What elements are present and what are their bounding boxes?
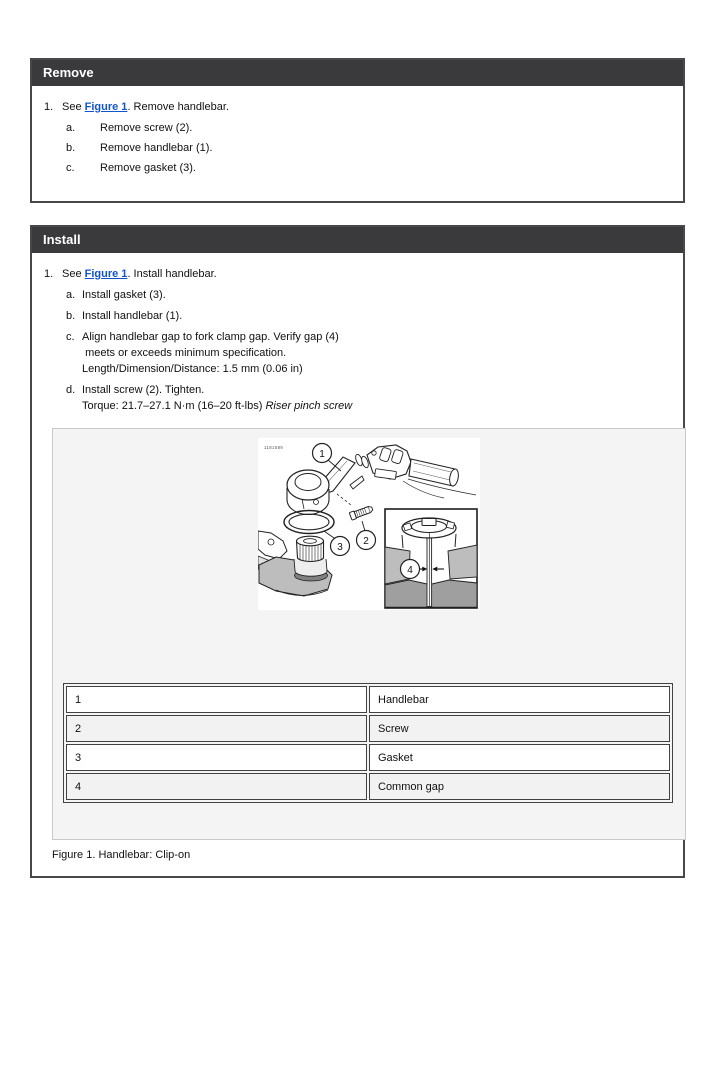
install-substep-c-line3: Length/Dimension/Distance: 1.5 mm (0.06 in) [82, 363, 303, 375]
callout-3-label: 3 [337, 541, 343, 553]
remove-step-number: 1. [44, 101, 54, 113]
remove-substep-c-letter: c. [66, 162, 75, 174]
figure-caption: Figure 1. Handlebar: Clip-on [52, 849, 191, 861]
install-substep-c-line1: Align handlebar gap to fork clamp gap. Verify gap (4) [82, 331, 339, 343]
handlebar-illustration [258, 438, 480, 610]
remove-substep-b-text: Remove handlebar (1). [100, 142, 213, 154]
install-substep-c-lines [82, 329, 671, 377]
install-substep-c-line2: meets or exceeds minimum specification. [82, 347, 287, 359]
remove-step-text [62, 100, 229, 115]
remove-step-prefix: See [62, 101, 85, 113]
install-substep-d [66, 382, 671, 414]
legend-item-1-description: Handlebar [369, 686, 670, 713]
figure-1-link-install[interactable]: Figure 1 [84, 268, 128, 280]
install-substep-d-letter: d. [66, 384, 76, 396]
install-substep-d-line1: Install screw (2). Tighten. [82, 384, 205, 396]
remove-section-header [32, 60, 683, 86]
remove-step-1 [44, 100, 671, 115]
remove-section-title: Remove [43, 65, 94, 80]
install-substep-a [66, 287, 671, 303]
legend-item-2-number: 2 [66, 715, 367, 742]
install-substep-b [66, 308, 671, 324]
install-section-title: Install [43, 232, 81, 247]
install-step-suffix: . Install handlebar. [127, 268, 217, 280]
install-substep-b-text: Install handlebar (1). [82, 310, 183, 322]
remove-substep-a-letter: a. [66, 122, 76, 134]
callout-1-label: 1 [319, 448, 325, 460]
remove-substep-a-text: Remove screw (2). [100, 122, 193, 134]
figure-image-code: 1181589 [264, 445, 284, 450]
install-substep-d-lines [82, 382, 671, 414]
install-section-body [32, 253, 683, 876]
callout-4-label: 4 [407, 564, 413, 576]
install-substep-a-letter: a. [66, 289, 76, 301]
remove-substep-b [66, 142, 671, 155]
install-substep-c-letter: c. [66, 331, 75, 343]
legend-item-3-number: 3 [66, 744, 367, 771]
legend-item-4-number: 4 [66, 773, 367, 800]
torque-spec-text: Torque: 21.7–27.1 N·m (16–20 ft-lbs) [82, 400, 266, 412]
install-step-1 [44, 267, 671, 282]
install-substep-c [66, 329, 671, 377]
remove-section-body [32, 86, 683, 201]
legend-row-1 [66, 686, 670, 713]
figure-1-link-remove[interactable]: Figure 1 [84, 101, 128, 113]
torque-spec-name: Riser pinch screw [265, 400, 353, 412]
figure-panel [52, 428, 686, 840]
legend-item-4-description: Common gap [369, 773, 670, 800]
install-substep-a-text: Install gasket (3). [82, 289, 166, 301]
remove-section [30, 58, 685, 203]
install-substep-b-letter: b. [66, 310, 76, 322]
remove-substep-c-text: Remove gasket (3). [100, 162, 196, 174]
legend-row-3 [66, 744, 670, 771]
figure-legend-table [63, 683, 673, 803]
figure-image [258, 438, 480, 610]
install-step-text [62, 267, 217, 282]
remove-step-suffix: . Remove handlebar. [127, 101, 229, 113]
legend-row-2 [66, 715, 670, 742]
remove-substep-a [66, 122, 671, 135]
install-substep-d-torque [82, 398, 671, 414]
install-section [30, 225, 685, 878]
install-step-number: 1. [44, 268, 54, 280]
callout-2-label: 2 [363, 535, 369, 547]
install-section-header [32, 227, 683, 253]
legend-item-1-number: 1 [66, 686, 367, 713]
legend-row-4 [66, 773, 670, 800]
legend-item-2-description: Screw [369, 715, 670, 742]
legend-item-3-description: Gasket [369, 744, 670, 771]
remove-substep-b-letter: b. [66, 142, 76, 154]
install-step-prefix: See [62, 268, 85, 280]
remove-substep-c [66, 162, 671, 175]
